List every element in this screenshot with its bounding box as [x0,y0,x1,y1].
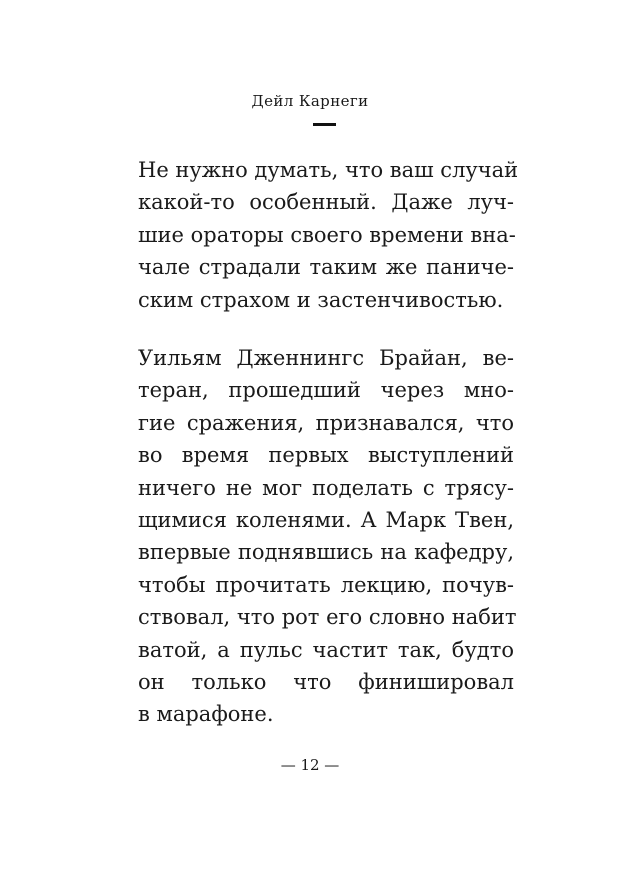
page-number: — 12 — [280,756,340,774]
running-header-author: Дейл Карнеги [251,92,369,110]
paragraph-1 [138,154,519,316]
paragraph-2 [138,342,517,731]
paragraph-line: ничего не мог поделать с трясу- [138,475,514,500]
paragraph-line: чале страдали таким же паниче- [138,255,514,280]
paragraph-line: ским страхом и застенчивостью. [138,287,504,312]
paragraph-line: шие ораторы своего времени вна- [138,222,516,247]
paragraph-line: ватой, а пульс частит так, будто [138,637,514,662]
paragraph-line: он только что финишировал [138,670,514,695]
paragraph-line: впервые поднявшись на кафедру, [138,540,514,565]
paragraph-line: Уильям Дженнингс Брайан, ве- [138,346,514,370]
paragraph-line: гие сражения, признавался, что [138,410,514,435]
paragraph-line: ствовал, что рот его словно набит [138,605,517,630]
paragraph-line: во время первых выступлений [138,443,514,468]
paragraph-line: чтобы прочитать лекцию, почув- [138,572,514,597]
paragraph-line: щимися коленями. А Марк Твен, [138,508,514,533]
paragraph-line: Не нужно думать, что ваш случай [138,158,519,182]
paragraph-line: какой-то особенный. Даже луч- [138,190,514,215]
paragraph-line: в марафоне. [138,702,274,727]
header-divider [313,123,336,126]
paragraph-line: теран, прошедший через мно- [138,378,514,403]
